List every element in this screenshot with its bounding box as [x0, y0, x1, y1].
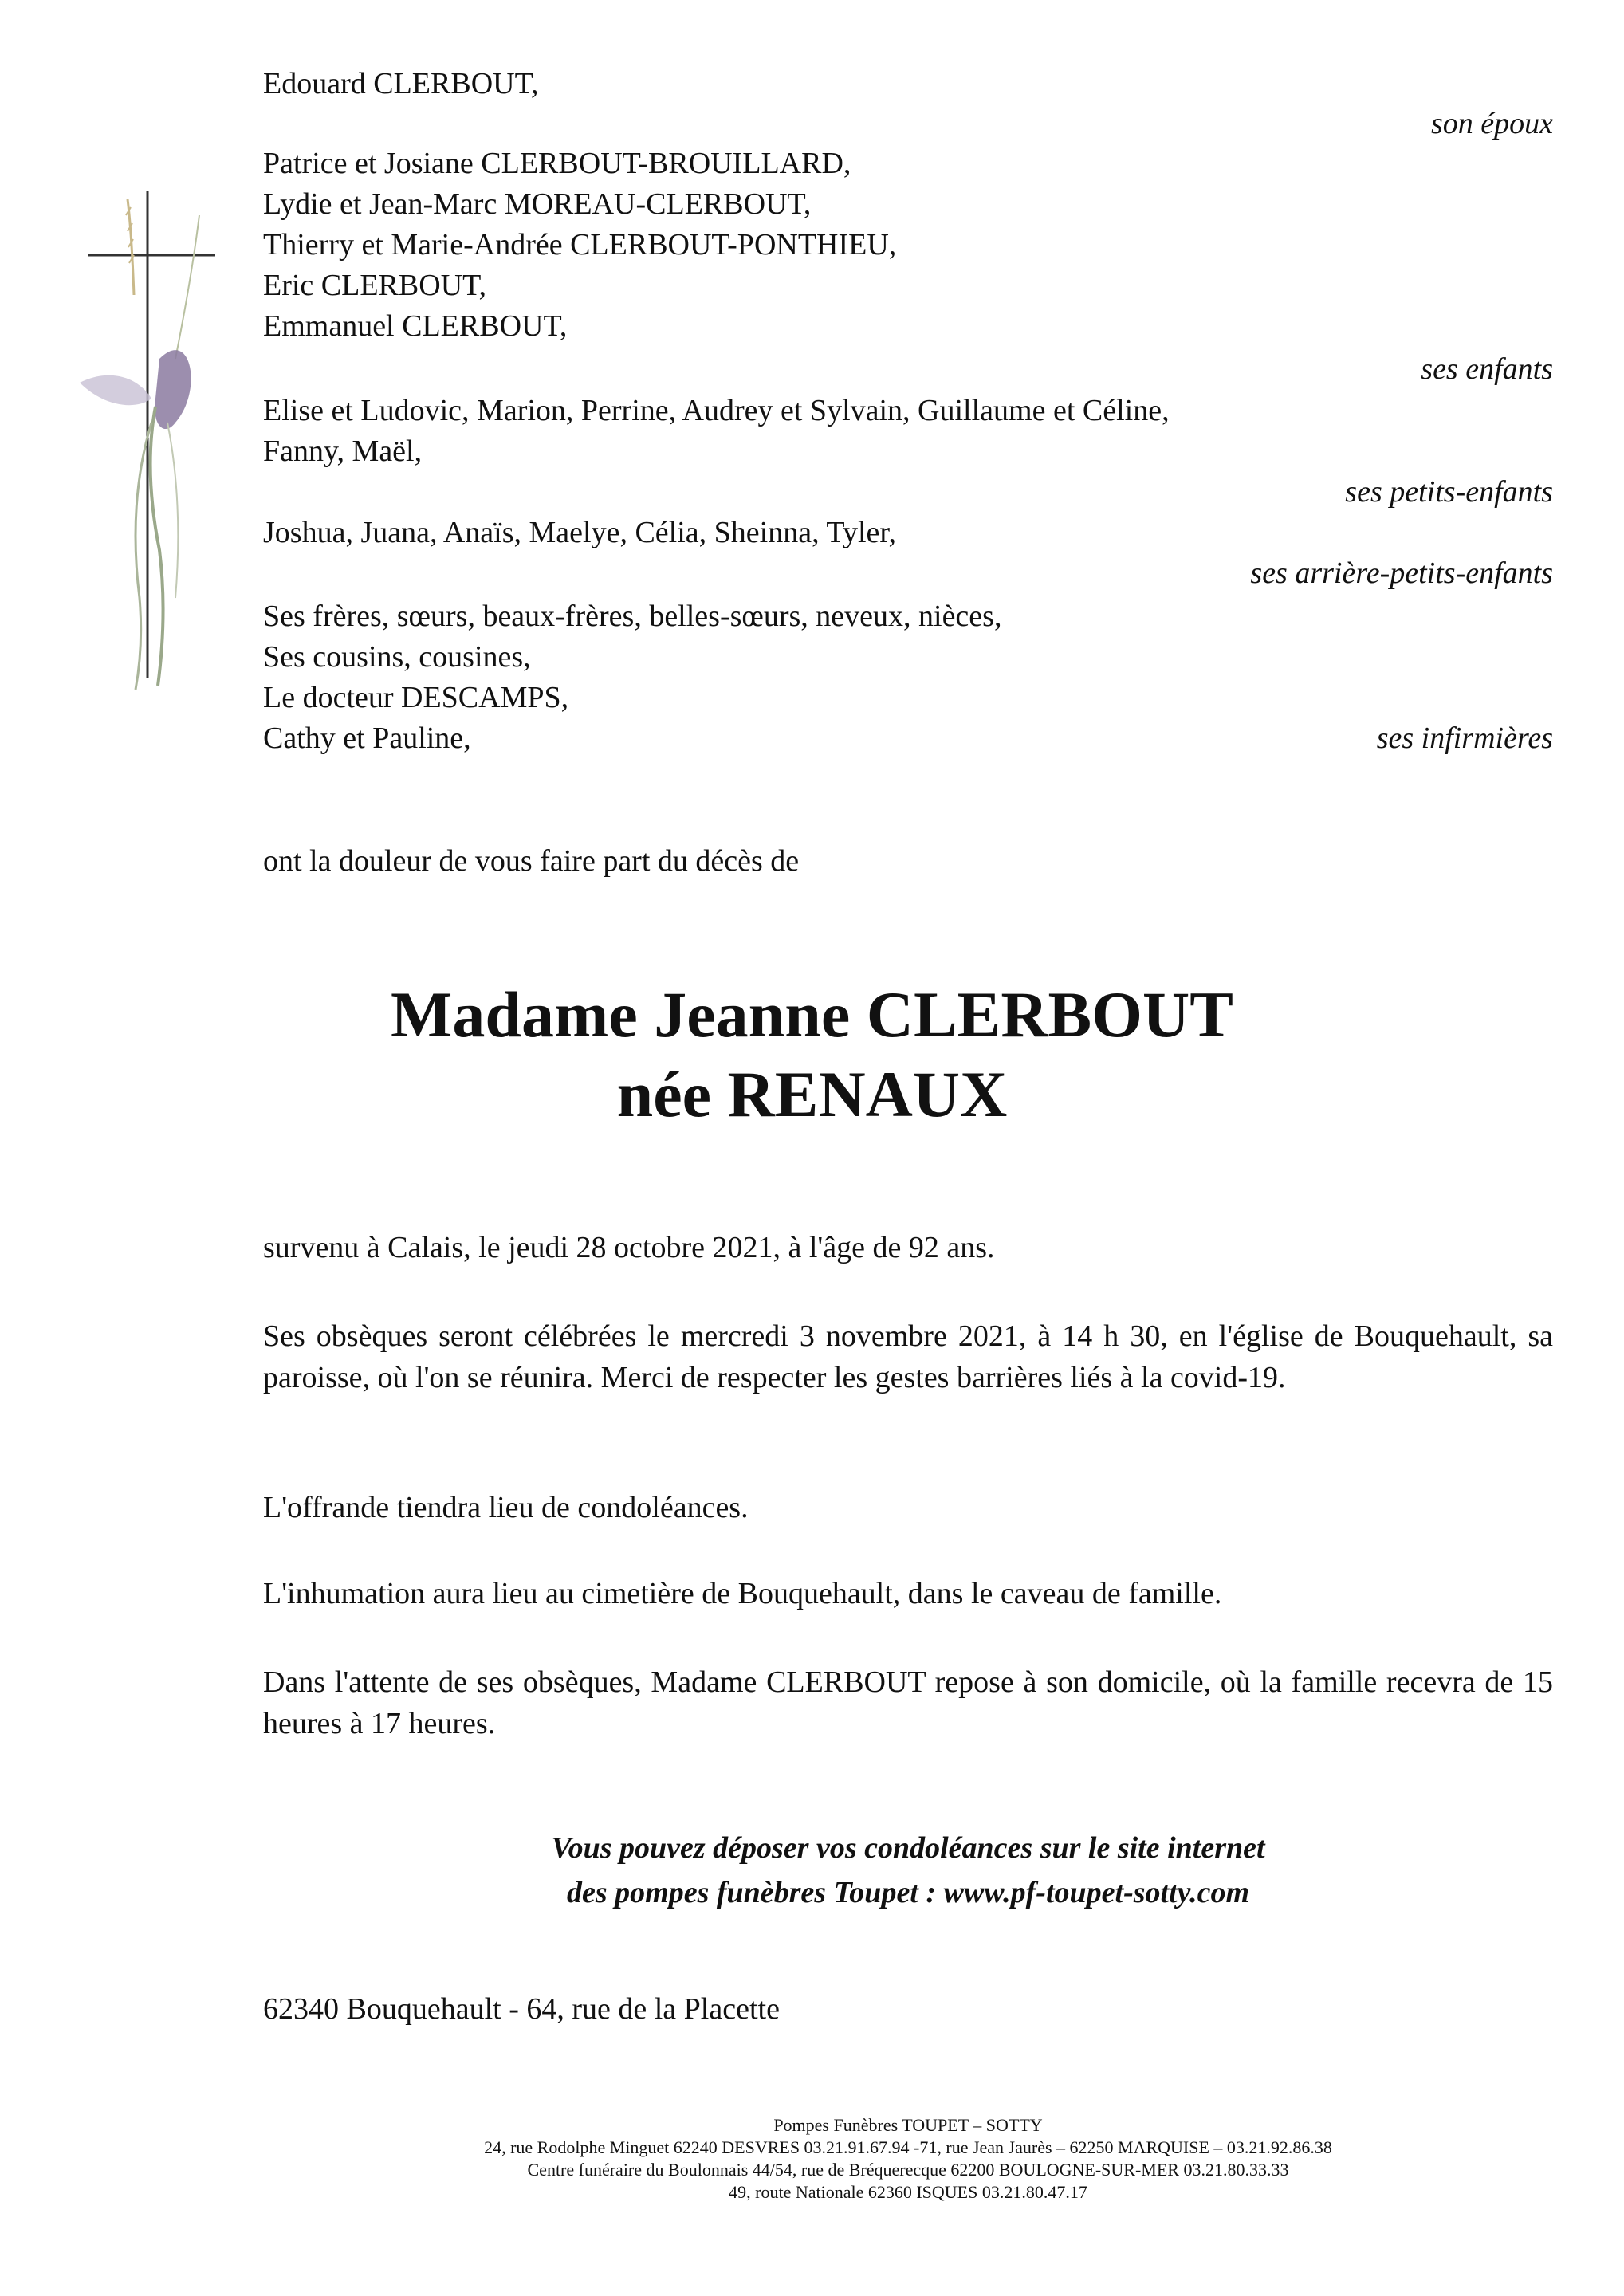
- relatives-line: Ses cousins, cousines,: [263, 640, 531, 674]
- nurses-role: ses infirmières: [1376, 721, 1553, 755]
- deceased-name: Madame Jeanne CLERBOUT: [391, 978, 1233, 1051]
- footer-address-line: 49, route Nationale 62360 ISQUES 03.21.80.47.17: [729, 2182, 1087, 2202]
- child-line: Thierry et Marie-Andrée CLERBOUT-PONTHIEU,: [263, 228, 897, 261]
- spouse-name: Edouard CLERBOUT,: [263, 67, 539, 100]
- grandchildren-line: Fanny, Maël,: [263, 434, 423, 468]
- great-grandchildren-line: Joshua, Juana, Anaïs, Maelye, Célia, Sheinna, Tyler,: [263, 516, 897, 549]
- child-line: Eric CLERBOUT,: [263, 269, 487, 302]
- grandchildren-line: Elise et Ludovic, Marion, Perrine, Audrey et Sylvain, Guillaume et Céline,: [263, 394, 1170, 427]
- condolences-line-2: des pompes funèbres Toupet : www.pf-toupet-sotty.com: [566, 1876, 1250, 1909]
- footer-company: Pompes Funèbres TOUPET – SOTTY: [773, 2115, 1043, 2135]
- footer-address-line: 24, rue Rodolphe Minguet 62240 DESVRES 03.21.91.67.94 -71, rue Jean Jaurès – 62250 MARQUISE – 03.21.92.86.38: [484, 2137, 1332, 2157]
- footer-address-line: Centre funéraire du Boulonnais 44/54, rue de Bréquerecque 62200 BOULOGNE-SUR-MER 03.21.80.33.33: [527, 2160, 1289, 2180]
- doctor-line: Le docteur DESCAMPS,: [263, 681, 569, 714]
- grandchildren-role: ses petits-enfants: [1345, 475, 1553, 509]
- burial-text: L'inhumation aura lieu au cimetière de Bouquehault, dans le caveau de famille.: [263, 1577, 1222, 1610]
- announcement-text: ont la douleur de vous faire part du décès de: [263, 844, 800, 878]
- death-info: survenu à Calais, le jeudi 28 octobre 2021, à l'âge de 92 ans.: [263, 1231, 995, 1264]
- cross-lily-decoration-icon: [64, 183, 239, 694]
- offering-text: L'offrande tiendra lieu de condoléances.: [263, 1491, 749, 1524]
- child-line: Emmanuel CLERBOUT,: [263, 309, 568, 343]
- children-role: ses enfants: [1421, 352, 1553, 386]
- deceased-maiden-name: née RENAUX: [616, 1058, 1008, 1130]
- wake-paragraph: Dans l'attente de ses obsèques, Madame CLERBOUT repose à son domicile, où la famille recevra de 15 heures à 17 heures.: [263, 1665, 1553, 1740]
- great-grandchildren-role: ses arrière-petits-enfants: [1250, 556, 1553, 590]
- condolences-line-1: Vous pouvez déposer vos condoléances sur le site internet: [551, 1831, 1265, 1865]
- spouse-role: son époux: [1430, 107, 1553, 140]
- nurses-line: Cathy et Pauline,: [263, 721, 471, 755]
- relatives-line: Ses frères, sœurs, beaux-frères, belles-sœurs, neveux, nièces,: [263, 600, 1002, 633]
- child-line: Lydie et Jean-Marc MOREAU-CLERBOUT,: [263, 187, 812, 221]
- child-line: Patrice et Josiane CLERBOUT-BROUILLARD,: [263, 147, 851, 180]
- address-text: 62340 Bouquehault - 64, rue de la Placette: [263, 1992, 780, 2026]
- funeral-paragraph: Ses obsèques seront célébrées le mercredi 3 novembre 2021, à 14 h 30, en l'église de Bouquehault, sa paroisse, où l'on se réunira. Merci de respecter les gestes barrières liés à la covid-19.: [263, 1319, 1553, 1394]
